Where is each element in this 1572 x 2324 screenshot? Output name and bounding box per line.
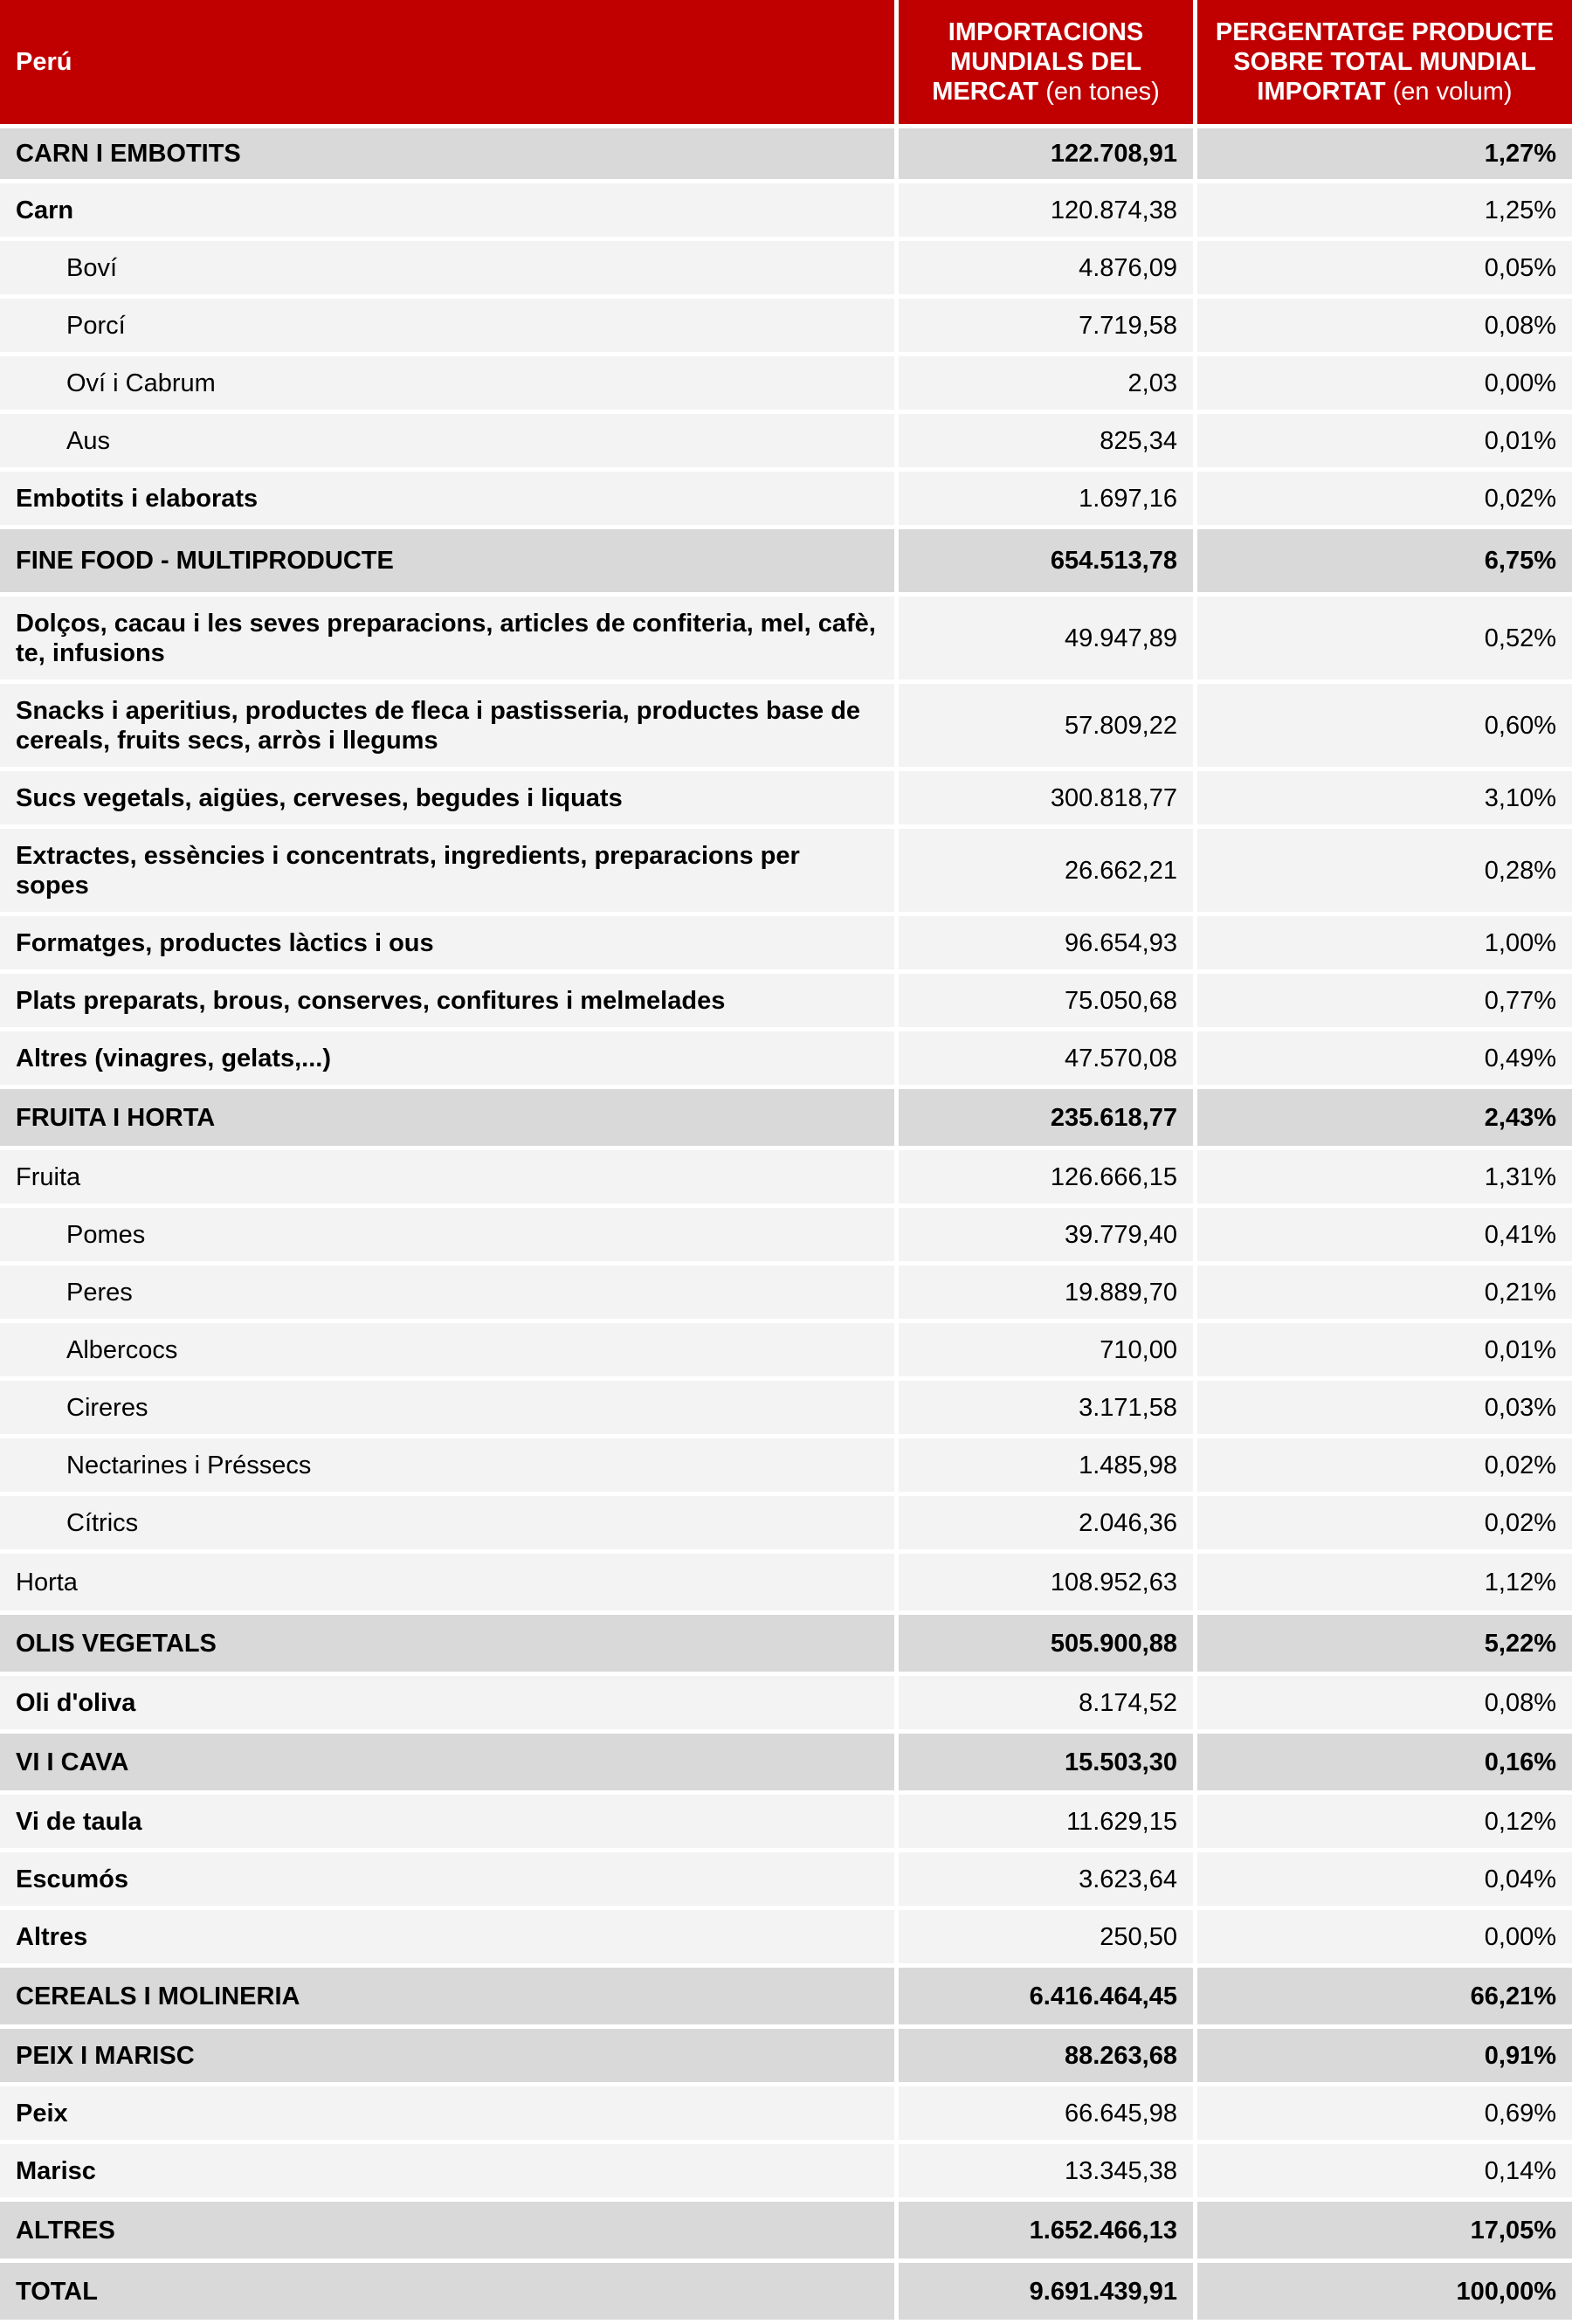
row-tonnes: 13.345,38 <box>894 2144 1193 2202</box>
category-row <box>0 1089 1572 1150</box>
table-row <box>0 2144 1572 2202</box>
category-row <box>0 128 1572 183</box>
imports-header-title: IMPORTACIONS MUNDIALS DEL MERCAT <box>932 18 1144 106</box>
row-tonnes: 96.654,93 <box>894 916 1193 974</box>
row-percentage: 0,41% <box>1193 1208 1572 1265</box>
percentage-column-header <box>1193 0 1572 128</box>
row-tonnes: 4.876,09 <box>894 241 1193 299</box>
table-body <box>0 128 1572 2324</box>
table-row <box>0 1910 1572 1968</box>
table-row <box>0 1852 1572 1910</box>
row-tonnes: 122.708,91 <box>894 128 1193 183</box>
row-percentage: 0,60% <box>1193 684 1572 771</box>
row-label: Horta <box>0 1554 894 1615</box>
row-percentage: 1,12% <box>1193 1554 1572 1615</box>
row-tonnes: 654.513,78 <box>894 529 1193 597</box>
row-label: Plats preparats, brous, conserves, confitures i melmelades <box>0 974 894 1031</box>
table-row <box>0 1795 1572 1852</box>
table-row <box>0 414 1572 472</box>
row-tonnes: 250,50 <box>894 1910 1193 1968</box>
row-tonnes: 11.629,15 <box>894 1795 1193 1852</box>
row-label: Pomes <box>0 1208 894 1265</box>
table-row <box>0 684 1572 771</box>
row-tonnes: 9.691.439,91 <box>894 2263 1193 2324</box>
imports-column-header <box>894 0 1193 128</box>
table-row <box>0 916 1572 974</box>
row-percentage: 17,05% <box>1193 2202 1572 2263</box>
table-row <box>0 1381 1572 1438</box>
row-label: CEREALS I MOLINERIA <box>0 1968 894 2029</box>
table-row <box>0 1554 1572 1615</box>
percentage-header-title: PERGENTATGE PRODUCTE SOBRE TOTAL MUNDIAL IMPORTAT <box>1215 18 1555 106</box>
row-percentage: 1,00% <box>1193 916 1572 974</box>
row-percentage: 0,28% <box>1193 829 1572 916</box>
row-tonnes: 300.818,77 <box>894 771 1193 829</box>
row-percentage: 0,00% <box>1193 356 1572 414</box>
row-label: Oli d'oliva <box>0 1676 894 1734</box>
row-percentage: 0,02% <box>1193 1438 1572 1496</box>
row-label: Vi de taula <box>0 1795 894 1852</box>
row-tonnes: 3.171,58 <box>894 1381 1193 1438</box>
row-label: OLIS VEGETALS <box>0 1615 894 1676</box>
table-row <box>0 472 1572 529</box>
row-label: Boví <box>0 241 894 299</box>
header-row <box>0 0 1572 128</box>
category-row <box>0 1615 1572 1676</box>
table-row <box>0 2086 1572 2144</box>
row-tonnes: 49.947,89 <box>894 597 1193 684</box>
row-percentage: 3,10% <box>1193 771 1572 829</box>
category-row <box>0 2263 1572 2324</box>
table-row <box>0 1676 1572 1734</box>
row-percentage: 1,25% <box>1193 183 1572 241</box>
table-row <box>0 771 1572 829</box>
row-percentage: 0,03% <box>1193 1381 1572 1438</box>
row-percentage: 1,31% <box>1193 1150 1572 1208</box>
row-percentage: 0,08% <box>1193 1676 1572 1734</box>
row-label: Cireres <box>0 1381 894 1438</box>
row-percentage: 0,08% <box>1193 299 1572 356</box>
row-label: FINE FOOD - MULTIPRODUCTE <box>0 529 894 597</box>
row-label: ALTRES <box>0 2202 894 2263</box>
row-percentage: 0,01% <box>1193 1323 1572 1381</box>
row-label: Aus <box>0 414 894 472</box>
row-label: Escumós <box>0 1852 894 1910</box>
table-row <box>0 974 1572 1031</box>
row-percentage: 0,02% <box>1193 472 1572 529</box>
table-row <box>0 299 1572 356</box>
row-label: Snacks i aperitius, productes de fleca i pastisseria, productes base de cereals, fruits secs, arròs i llegums <box>0 684 894 771</box>
row-tonnes: 26.662,21 <box>894 829 1193 916</box>
category-row <box>0 1734 1572 1795</box>
row-tonnes: 7.719,58 <box>894 299 1193 356</box>
row-label: Albercocs <box>0 1323 894 1381</box>
row-label: Peix <box>0 2086 894 2144</box>
row-percentage: 0,91% <box>1193 2029 1572 2086</box>
row-percentage: 6,75% <box>1193 529 1572 597</box>
row-percentage: 0,00% <box>1193 1910 1572 1968</box>
row-percentage: 0,04% <box>1193 1852 1572 1910</box>
row-tonnes: 120.874,38 <box>894 183 1193 241</box>
row-tonnes: 505.900,88 <box>894 1615 1193 1676</box>
row-tonnes: 8.174,52 <box>894 1676 1193 1734</box>
row-tonnes: 15.503,30 <box>894 1734 1193 1795</box>
row-tonnes: 1.485,98 <box>894 1438 1193 1496</box>
row-label: Dolços, cacau i les seves preparacions, articles de confiteria, mel, cafè, te, infusions <box>0 597 894 684</box>
row-percentage: 0,05% <box>1193 241 1572 299</box>
row-percentage: 0,01% <box>1193 414 1572 472</box>
row-label: Nectarines i Préssecs <box>0 1438 894 1496</box>
table-row <box>0 1031 1572 1089</box>
row-tonnes: 88.263,68 <box>894 2029 1193 2086</box>
row-percentage: 0,49% <box>1193 1031 1572 1089</box>
row-label: Porcí <box>0 299 894 356</box>
table-row <box>0 1438 1572 1496</box>
percentage-header-unit: (en volum) <box>1392 78 1513 106</box>
row-tonnes: 66.645,98 <box>894 2086 1193 2144</box>
row-percentage: 0,12% <box>1193 1795 1572 1852</box>
row-tonnes: 6.416.464,45 <box>894 1968 1193 2029</box>
row-label: Sucs vegetals, aigües, cerveses, begudes i liquats <box>0 771 894 829</box>
table-row <box>0 356 1572 414</box>
row-label: CARN I EMBOTITS <box>0 128 894 183</box>
row-label: Embotits i elaborats <box>0 472 894 529</box>
row-tonnes: 47.570,08 <box>894 1031 1193 1089</box>
table-row <box>0 597 1572 684</box>
row-label: Altres <box>0 1910 894 1968</box>
row-label: Oví i Cabrum <box>0 356 894 414</box>
table-row <box>0 1150 1572 1208</box>
row-label: Extractes, essències i concentrats, ingredients, preparacions per sopes <box>0 829 894 916</box>
row-tonnes: 39.779,40 <box>894 1208 1193 1265</box>
row-percentage: 0,77% <box>1193 974 1572 1031</box>
row-tonnes: 710,00 <box>894 1323 1193 1381</box>
row-label: FRUITA I HORTA <box>0 1089 894 1150</box>
row-tonnes: 75.050,68 <box>894 974 1193 1031</box>
row-label: Fruita <box>0 1150 894 1208</box>
row-percentage: 1,27% <box>1193 128 1572 183</box>
table-row <box>0 829 1572 916</box>
row-tonnes: 3.623,64 <box>894 1852 1193 1910</box>
row-tonnes: 1.652.466,13 <box>894 2202 1193 2263</box>
row-label: PEIX I MARISC <box>0 2029 894 2086</box>
category-row <box>0 529 1572 597</box>
category-row <box>0 2029 1572 2086</box>
row-label: Peres <box>0 1265 894 1323</box>
row-tonnes: 126.666,15 <box>894 1150 1193 1208</box>
row-label: Cítrics <box>0 1496 894 1554</box>
category-row <box>0 2202 1572 2263</box>
table-row <box>0 1208 1572 1265</box>
row-percentage: 100,00% <box>1193 2263 1572 2324</box>
row-tonnes: 825,34 <box>894 414 1193 472</box>
country-header: Perú <box>0 0 894 128</box>
row-percentage: 2,43% <box>1193 1089 1572 1150</box>
row-tonnes: 1.697,16 <box>894 472 1193 529</box>
row-percentage: 66,21% <box>1193 1968 1572 2029</box>
row-tonnes: 2.046,36 <box>894 1496 1193 1554</box>
row-label: VI I CAVA <box>0 1734 894 1795</box>
row-percentage: 0,52% <box>1193 597 1572 684</box>
table-row <box>0 1265 1572 1323</box>
table-row <box>0 241 1572 299</box>
row-label: Carn <box>0 183 894 241</box>
row-label: Marisc <box>0 2144 894 2202</box>
row-label: Formatges, productes làctics i ous <box>0 916 894 974</box>
row-tonnes: 108.952,63 <box>894 1554 1193 1615</box>
row-label: Altres (vinagres, gelats,...) <box>0 1031 894 1089</box>
imports-header-unit: (en tones) <box>1045 78 1160 106</box>
row-label: TOTAL <box>0 2263 894 2324</box>
row-tonnes: 19.889,70 <box>894 1265 1193 1323</box>
row-tonnes: 57.809,22 <box>894 684 1193 771</box>
table-row <box>0 1496 1572 1554</box>
row-percentage: 0,02% <box>1193 1496 1572 1554</box>
row-percentage: 0,14% <box>1193 2144 1572 2202</box>
category-row <box>0 1968 1572 2029</box>
row-percentage: 0,16% <box>1193 1734 1572 1795</box>
row-percentage: 5,22% <box>1193 1615 1572 1676</box>
row-percentage: 0,21% <box>1193 1265 1572 1323</box>
row-tonnes: 2,03 <box>894 356 1193 414</box>
row-percentage: 0,69% <box>1193 2086 1572 2144</box>
row-tonnes: 235.618,77 <box>894 1089 1193 1150</box>
table-row <box>0 1323 1572 1381</box>
table-row <box>0 183 1572 241</box>
